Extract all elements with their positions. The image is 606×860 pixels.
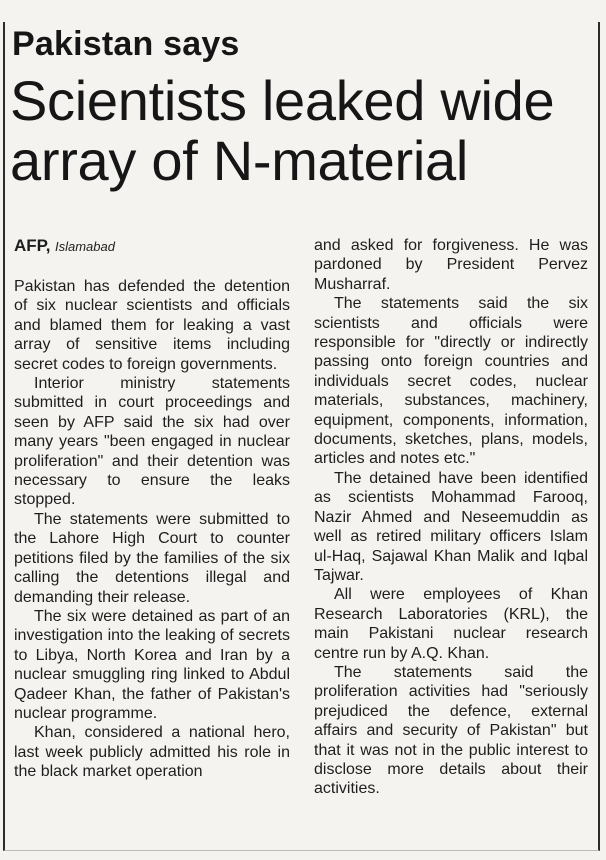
byline-place: Islamabad <box>55 239 115 254</box>
paragraph: All were employees of Khan Research Laboratories (KRL), the main Pakistani nuclear research centre run by A.Q. Khan. <box>314 586 588 662</box>
paragraph: Khan, considered a national hero, last week publicly admitted his role in the black market operation <box>14 724 290 781</box>
paragraph: The detained have been identified as scientists Mohammad Farooq, Nazir Ahmed and Neseemuddin as well as retired military officers Islam ul-Haq, Sajawal Khan Malik and Iqbal Tajwar. <box>314 469 588 584</box>
paragraph: and asked for forgiveness. He was pardoned by President Pervez Musharraf. <box>314 237 588 293</box>
paragraph: The statements said the proliferation activities had "seriously prejudiced the defence, external affairs and security of Pakistan" but that it was not in the public interest to disclose more details about their activities. <box>314 663 588 798</box>
column-right <box>314 236 588 799</box>
paragraph: The statements were submitted to the Lahore High Court to counter petitions filed by the families of the six calling the detentions illegal and demanding their release. <box>14 510 290 606</box>
byline <box>14 236 290 257</box>
paragraph: Pakistan has defended the detention of six nuclear scientists and officials and blamed them for leaking a vast array of sensitive items including secret codes to foreign governments. <box>14 278 290 373</box>
kicker: Pakistan says <box>12 25 240 63</box>
byline-agency: AFP, <box>14 236 51 255</box>
paragraph: The statements said the six scientists and officials were responsible for "directly or indirectly passing onto foreign countries and individuals secret codes, nuclear materials, substances, machinery, equipment, components, information, documents, sketches, plans, models, articles and notes etc." <box>314 295 588 468</box>
paragraph: The six were detained as part of an investigation into the leaking of secrets to Libya, North Korea and Iran by a nuclear smuggling ring linked to Abdul Qadeer Khan, the father of Pakistan's nuclear programme. <box>14 607 290 722</box>
headline-line: Scientists leaked wide <box>10 69 555 132</box>
paragraph: Interior ministry statements submitted in court proceedings and seen by AFP said the six had over many years "been engaged in nuclear proliferation" and their detention was necessary to ensure the leaks stopped. <box>14 375 290 509</box>
headline <box>10 71 600 191</box>
headline-line: array of N-material <box>10 129 468 192</box>
column-left <box>14 236 290 782</box>
